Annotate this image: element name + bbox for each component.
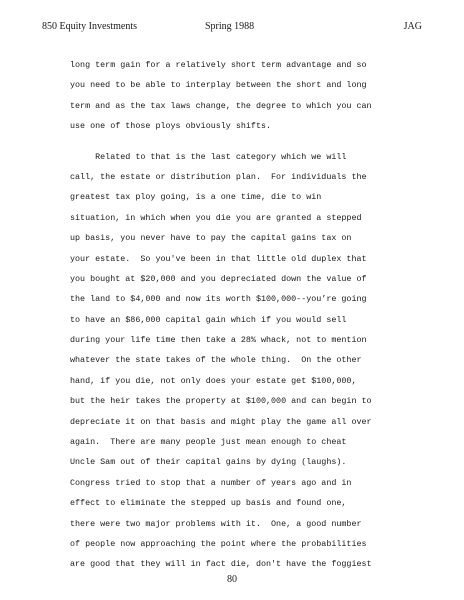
text-line: during your life time then take a 28% whack, not to mention bbox=[70, 335, 367, 346]
text-line: call, the estate or distribution plan. For individuals the bbox=[70, 171, 367, 182]
text-line: of people now approaching the point where the probabilities bbox=[70, 538, 367, 549]
text-line: your estate. So you've been in that little old duplex that bbox=[70, 253, 367, 264]
text-line: but the heir takes the property at $100,000 and can begin to bbox=[70, 396, 372, 407]
text-line: effect to eliminate the stepped up basis and found one, bbox=[70, 498, 347, 509]
paragraph-gap bbox=[70, 137, 430, 147]
text-line: Uncle Sam out of their capital gains by dying (laughs). bbox=[70, 457, 347, 468]
page-header bbox=[42, 20, 422, 34]
text-line: are good that they will in fact die, don't have the foggiest bbox=[70, 559, 372, 570]
text-line: up basis, you never have to pay the capital gains tax on bbox=[70, 233, 352, 244]
text-line: greatest tax ploy going, is a one time, die to win bbox=[70, 192, 322, 203]
text-line: situation, in which when you die you are granted a stepped bbox=[70, 212, 362, 223]
text-line: whatever the state takes of the whole thing. On the other bbox=[70, 355, 362, 366]
text-line: you bought at $20,000 and you depreciated down the value of bbox=[70, 273, 367, 284]
header-course: 850 Equity Investments bbox=[42, 21, 137, 32]
text-line: use one of those ploys obviously shifts. bbox=[70, 121, 272, 132]
text-line: to have an $86,000 capital gain which if you would sell bbox=[70, 314, 347, 325]
text-line: Congress tried to stop that a number of years ago and in bbox=[70, 477, 352, 488]
header-initials: JAG bbox=[403, 21, 422, 32]
text-line: long term gain for a relatively short term advantage and so bbox=[70, 60, 367, 70]
text-line: the land to $4,000 and now its worth $100,000--you’re going bbox=[70, 294, 367, 305]
text-line: depreciate it on that basis and might play the game all over bbox=[70, 416, 372, 427]
text-line: Related to that is the last category which we will bbox=[70, 151, 347, 162]
page-number: 80 bbox=[227, 574, 237, 585]
header-term: Spring 1988 bbox=[205, 21, 255, 32]
text-line: hand, if you die, not only does your estate get $100,000, bbox=[70, 375, 357, 386]
transcript-body bbox=[70, 55, 430, 575]
text-line: again. There are many people just mean enough to cheat bbox=[70, 437, 347, 448]
text-line: term and as the tax laws change, the degree to which you can bbox=[70, 100, 372, 111]
text-line: you need to be able to interplay between the short and long bbox=[70, 80, 367, 91]
text-line: there were two major problems with it. One, a good number bbox=[70, 518, 362, 529]
